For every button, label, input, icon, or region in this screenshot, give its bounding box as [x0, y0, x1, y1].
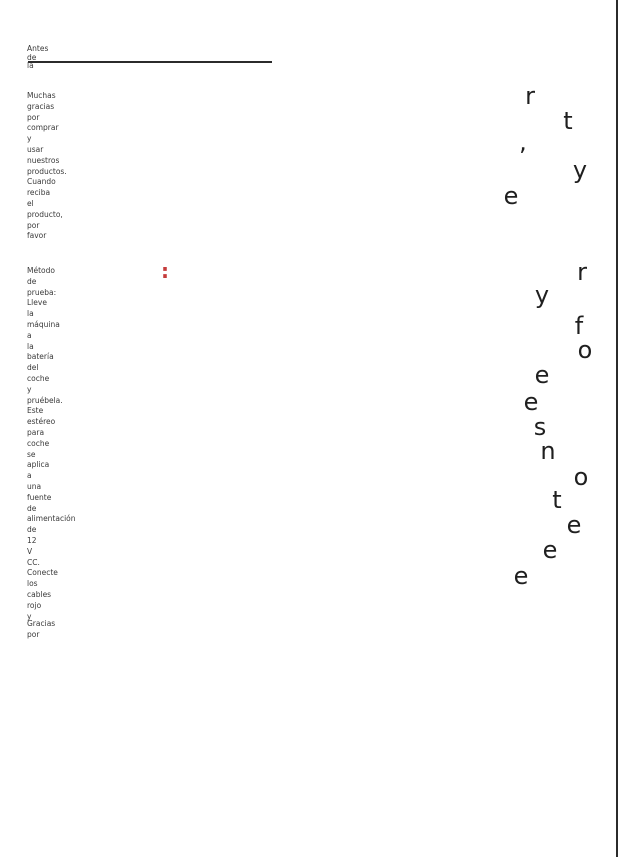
word-line: Este — [27, 406, 44, 416]
scattered-letter: t — [552, 486, 562, 514]
word-line: se — [27, 449, 36, 459]
word-line: comprar — [27, 123, 59, 133]
word-line: Método — [27, 266, 55, 275]
word-line: para — [27, 427, 45, 437]
word-line: Cuando — [27, 177, 56, 187]
scattered-letter: e — [523, 388, 539, 416]
word-line: Conecte — [27, 568, 58, 578]
scattered-letter: o — [577, 336, 593, 364]
word-line: del — [27, 363, 39, 373]
word-line: cables — [27, 589, 52, 599]
word-line: gracias — [27, 101, 55, 111]
scattered-letter: e — [566, 511, 582, 539]
scattered-letter: y — [572, 156, 588, 184]
scattered-letter: o — [573, 463, 589, 491]
word-line: CC. — [27, 557, 40, 567]
word-line: los — [27, 579, 38, 589]
word-line: a — [27, 330, 32, 340]
scattered-letter: e — [534, 361, 550, 389]
word-line: 12 — [27, 535, 37, 545]
scattered-letter: r — [525, 82, 535, 110]
word-line: Muchas — [27, 91, 56, 100]
word-line: por — [27, 220, 40, 230]
word-line: y — [27, 384, 32, 394]
word-line: máquina — [27, 319, 60, 329]
word-line: el — [27, 198, 34, 208]
word-line: de — [27, 276, 37, 286]
word-line: V — [27, 546, 33, 556]
word-line: Antes — [27, 44, 49, 53]
word-line: producto, — [27, 209, 63, 219]
scattered-letter: n — [540, 437, 556, 465]
word-line: estéreo — [27, 417, 56, 427]
word-line: Lleve — [27, 298, 47, 308]
scattered-letter: r — [577, 258, 587, 286]
word-line: de — [27, 503, 37, 513]
word-line: coche — [27, 438, 50, 448]
word-line: la — [27, 341, 34, 351]
word-line: y — [27, 611, 32, 621]
scattered-letter: s — [533, 413, 547, 441]
scattered-letter: t — [563, 107, 573, 135]
word-line: por — [27, 112, 40, 122]
word-line: favor — [27, 231, 47, 241]
word-line: la — [27, 309, 34, 319]
word-line: nuestros — [27, 155, 60, 165]
word-line: una — [27, 481, 42, 491]
scattered-letter: f — [574, 312, 584, 340]
scattered-letter: y — [534, 281, 550, 309]
word-line: la — [27, 61, 34, 71]
word-line: prueba: — [27, 287, 57, 297]
word-line: a — [27, 471, 32, 481]
word-line: coche — [27, 373, 50, 383]
word-line: fuente — [27, 492, 52, 502]
word-line: de — [27, 525, 37, 535]
word-line: batería — [27, 352, 54, 362]
word-line: por — [27, 629, 40, 639]
scattered-letter: , — [519, 128, 527, 156]
word-line: alimentación — [27, 514, 76, 524]
word-line: rojo — [27, 600, 42, 610]
scattered-letter: e — [513, 562, 529, 590]
word-line: Gracias — [27, 619, 56, 628]
red-colon-mark: : — [161, 259, 169, 283]
word-line: de — [27, 52, 37, 62]
word-line: y — [27, 134, 32, 144]
word-line: aplica — [27, 460, 50, 470]
word-line: pruébela. — [27, 395, 63, 405]
scattered-letter: e — [503, 182, 519, 210]
word-line: reciba — [27, 188, 51, 198]
scattered-letter: e — [542, 536, 558, 564]
word-line: usar — [27, 144, 44, 154]
word-line: productos. — [27, 166, 67, 176]
